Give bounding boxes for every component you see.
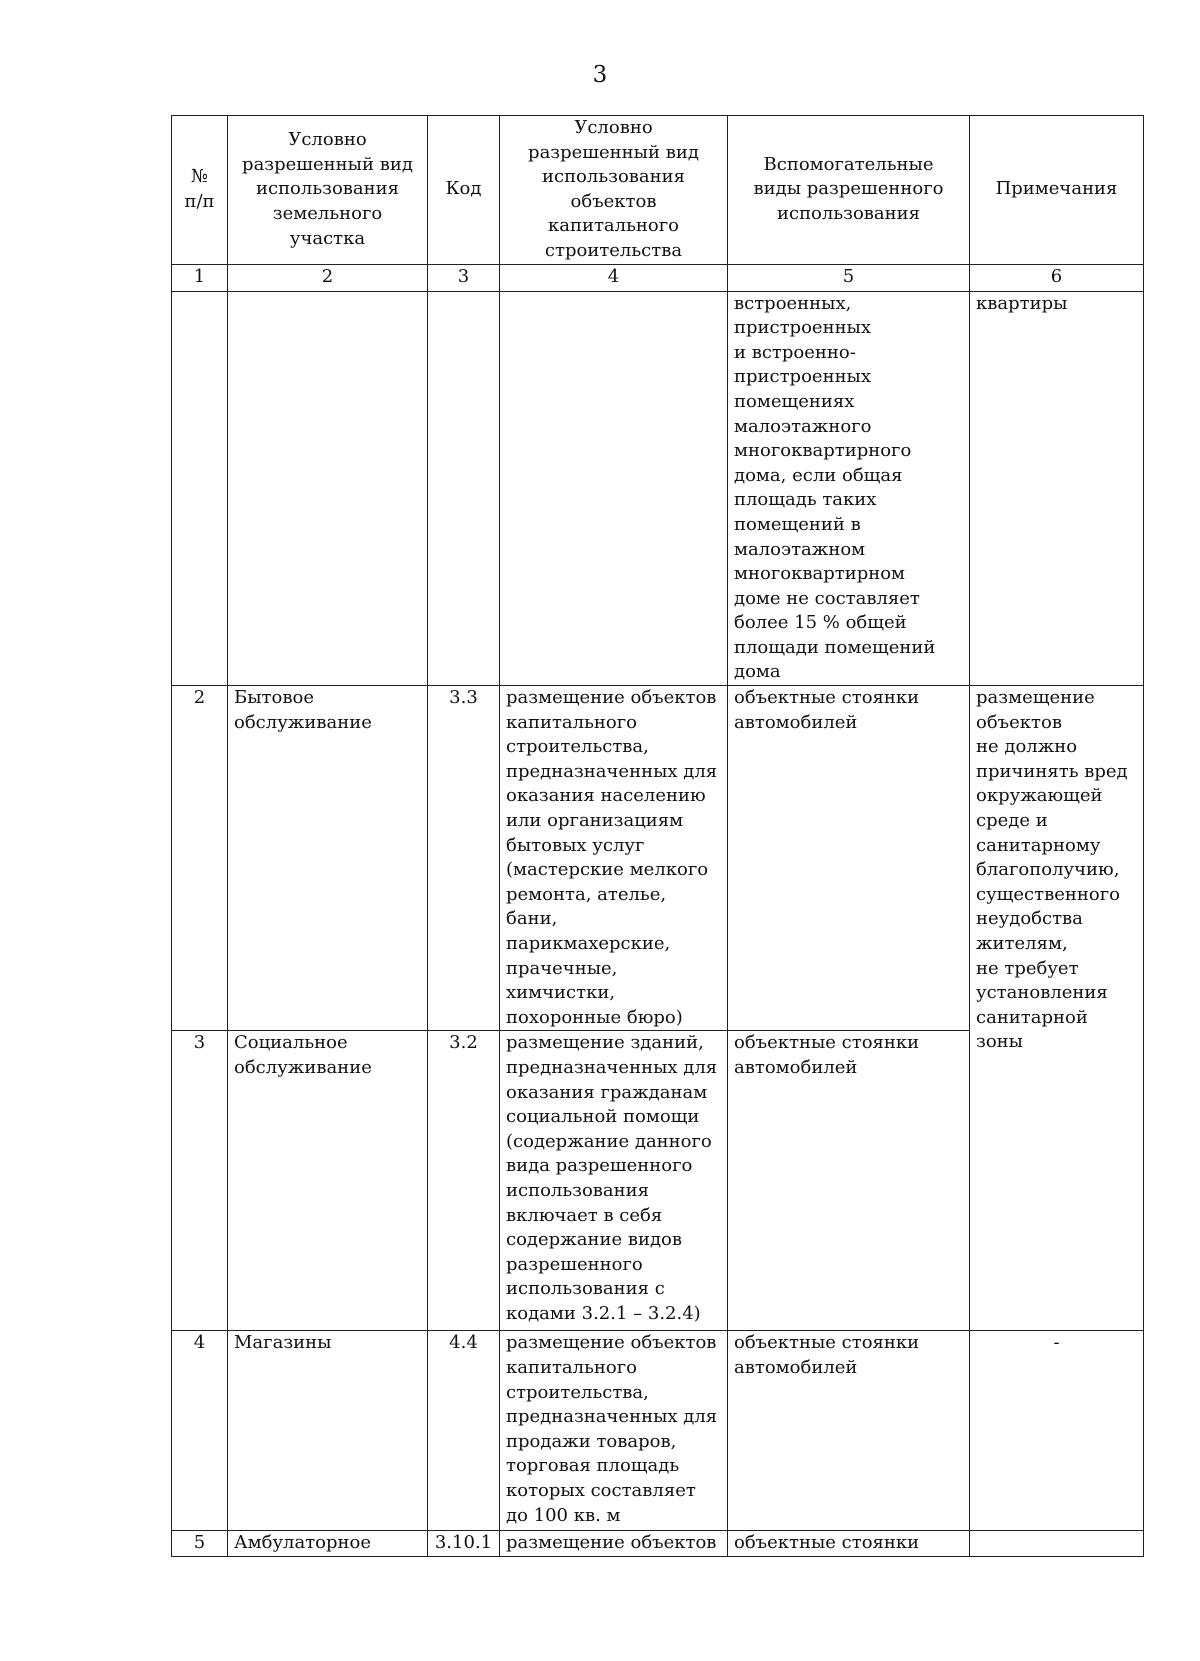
row-number-cell: 3 bbox=[172, 1031, 228, 1331]
code-cell bbox=[428, 291, 500, 686]
code-cell: 3.10.1 bbox=[428, 1531, 500, 1557]
header-land-use: Условно разрешенный вид использования земельного участка bbox=[228, 116, 428, 265]
column-number: 1 bbox=[172, 264, 228, 291]
land-use-cell: Социальное обслуживание bbox=[228, 1031, 428, 1331]
table-row bbox=[172, 686, 1144, 1031]
row-number-cell: 4 bbox=[172, 1331, 228, 1531]
table-header-row bbox=[172, 116, 1144, 265]
column-number: 3 bbox=[428, 264, 500, 291]
notes-cell: - bbox=[970, 1331, 1144, 1531]
land-use-cell: Амбулаторное bbox=[228, 1531, 428, 1557]
row-number-cell bbox=[172, 291, 228, 686]
row-number-cell: 5 bbox=[172, 1531, 228, 1557]
land-use-cell bbox=[228, 291, 428, 686]
capital-use-cell: размещение зданий, предназначенных для оказания гражданам социальной помощи (содержание данного вида разрешенного использования включает в себя содержание видов разрешенного использования с кодами 3.2.1 – 3.2.4) bbox=[500, 1031, 728, 1331]
column-number-row bbox=[172, 264, 1144, 291]
notes-cell-merged: размещение объектов не должно причинять вред окружающей среде и санитарному благополучию, существенного неудобства жителям, не требует установления санитарной зоны bbox=[970, 686, 1144, 1331]
auxiliary-use-cell: объектные стоянки автомобилей bbox=[728, 1031, 970, 1331]
table-row bbox=[172, 1331, 1144, 1531]
page-number: 3 bbox=[592, 62, 608, 88]
column-number: 4 bbox=[500, 264, 728, 291]
capital-use-cell: размещение объектов bbox=[500, 1531, 728, 1557]
capital-use-cell: размещение объектов капитального строительства, предназначенных для продажи товаров, торговая площадь которых составляет до 100 кв. м bbox=[500, 1331, 728, 1531]
code-cell: 4.4 bbox=[428, 1331, 500, 1531]
auxiliary-use-cell: объектные стоянки bbox=[728, 1531, 970, 1557]
auxiliary-use-cell: объектные стоянки автомобилей bbox=[728, 686, 970, 1031]
header-capital-use: Условно разрешенный вид использования объектов капитального строительства bbox=[500, 116, 728, 265]
header-number: № п/п bbox=[172, 116, 228, 265]
header-notes: Примечания bbox=[970, 116, 1144, 265]
auxiliary-use-cell: встроенных, пристроенных и встроенно- пристроенных помещениях малоэтажного многоквартирного дома, если общая площадь таких помещений в малоэтажном многоквартирном доме не составляет более 15 % общей площади помещений дома bbox=[728, 291, 970, 686]
table-row bbox=[172, 1531, 1144, 1557]
code-cell: 3.3 bbox=[428, 686, 500, 1031]
land-use-cell: Бытовое обслуживание bbox=[228, 686, 428, 1031]
column-number: 6 bbox=[970, 264, 1144, 291]
column-number: 2 bbox=[228, 264, 428, 291]
header-auxiliary-use: Вспомогательные виды разрешенного использования bbox=[728, 116, 970, 265]
column-number: 5 bbox=[728, 264, 970, 291]
row-number-cell: 2 bbox=[172, 686, 228, 1031]
land-use-table bbox=[171, 115, 1144, 1557]
auxiliary-use-cell: объектные стоянки автомобилей bbox=[728, 1331, 970, 1531]
capital-use-cell bbox=[500, 291, 728, 686]
capital-use-cell: размещение объектов капитального строительства, предназначенных для оказания населению или организациям бытовых услуг (мастерские мелкого ремонта, ателье, бани, парикмахерские, прачечные, химчистки, похоронные бюро) bbox=[500, 686, 728, 1031]
header-code: Код bbox=[428, 116, 500, 265]
notes-cell: квартиры bbox=[970, 291, 1144, 686]
land-use-cell: Магазины bbox=[228, 1331, 428, 1531]
code-cell: 3.2 bbox=[428, 1031, 500, 1331]
table-row-continuation bbox=[172, 291, 1144, 686]
notes-cell bbox=[970, 1531, 1144, 1557]
